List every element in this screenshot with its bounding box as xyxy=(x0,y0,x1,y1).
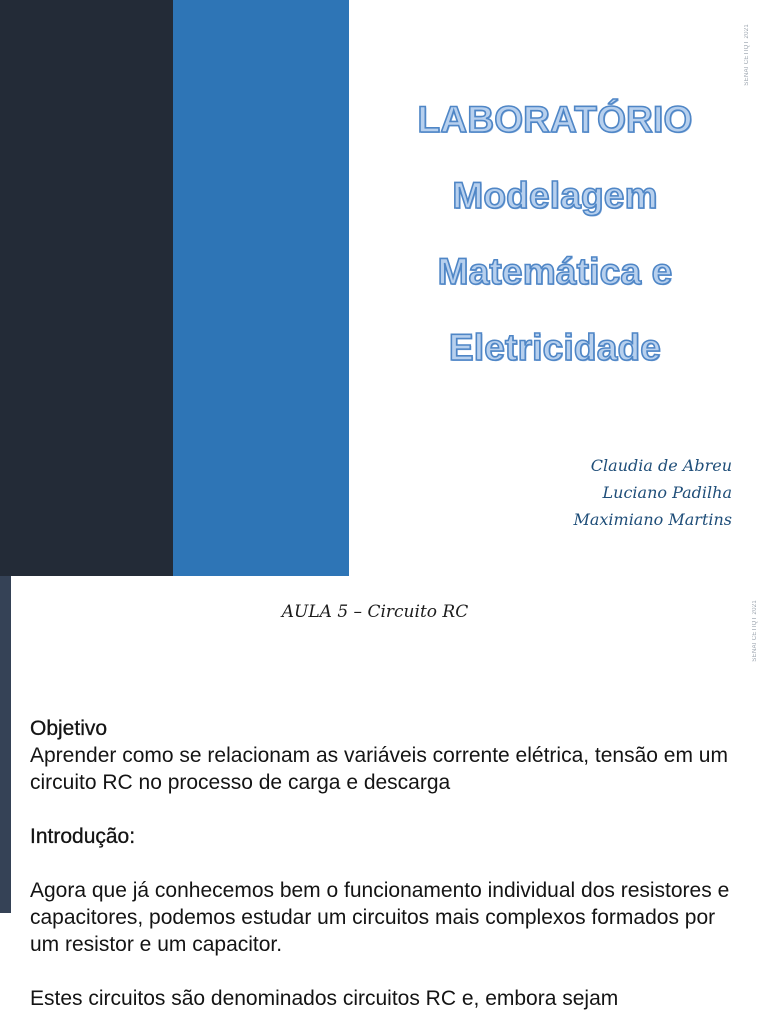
blue-band xyxy=(173,0,349,576)
title-line-4: Eletricidade xyxy=(448,327,662,368)
cover-title xyxy=(380,82,730,386)
cover-watermark: SENAI CETIQT 2021 xyxy=(744,24,750,86)
lesson-body xyxy=(30,715,750,1012)
author-list xyxy=(573,452,732,533)
side-strip xyxy=(0,576,11,913)
title-line-3: Matemática e xyxy=(437,251,673,292)
objective-text: Aprender como se relacionam as variáveis corrente elétrica, tensão em um circuito RC no processo de carga e descarga xyxy=(30,744,728,794)
lesson-watermark: SENAI CETIQT 2021 xyxy=(752,600,758,662)
dark-band xyxy=(0,0,173,576)
intro-paragraph: Agora que já conhecemos bem o funcionamento individual dos resistores e capacitores, podemos estudar um circuitos mais complexos formados por um resistor e um capacitor. xyxy=(30,879,730,956)
title-line-2: Modelagem xyxy=(452,175,658,216)
intro-heading: Introdução: xyxy=(30,825,136,848)
author-name: Luciano Padilha xyxy=(602,483,732,502)
lesson-title: AULA 5 – Circuito RC xyxy=(281,602,469,622)
author-name: Maximiano Martins xyxy=(573,510,732,529)
author-name: Claudia de Abreu xyxy=(590,456,732,475)
objective-heading: Objetivo xyxy=(30,717,108,740)
intro-paragraph: Estes circuitos são denominados circuitos RC e, embora sejam xyxy=(30,987,619,1010)
title-line-1: LABORATÓRIO xyxy=(417,99,693,140)
lesson-slide xyxy=(0,576,768,1024)
